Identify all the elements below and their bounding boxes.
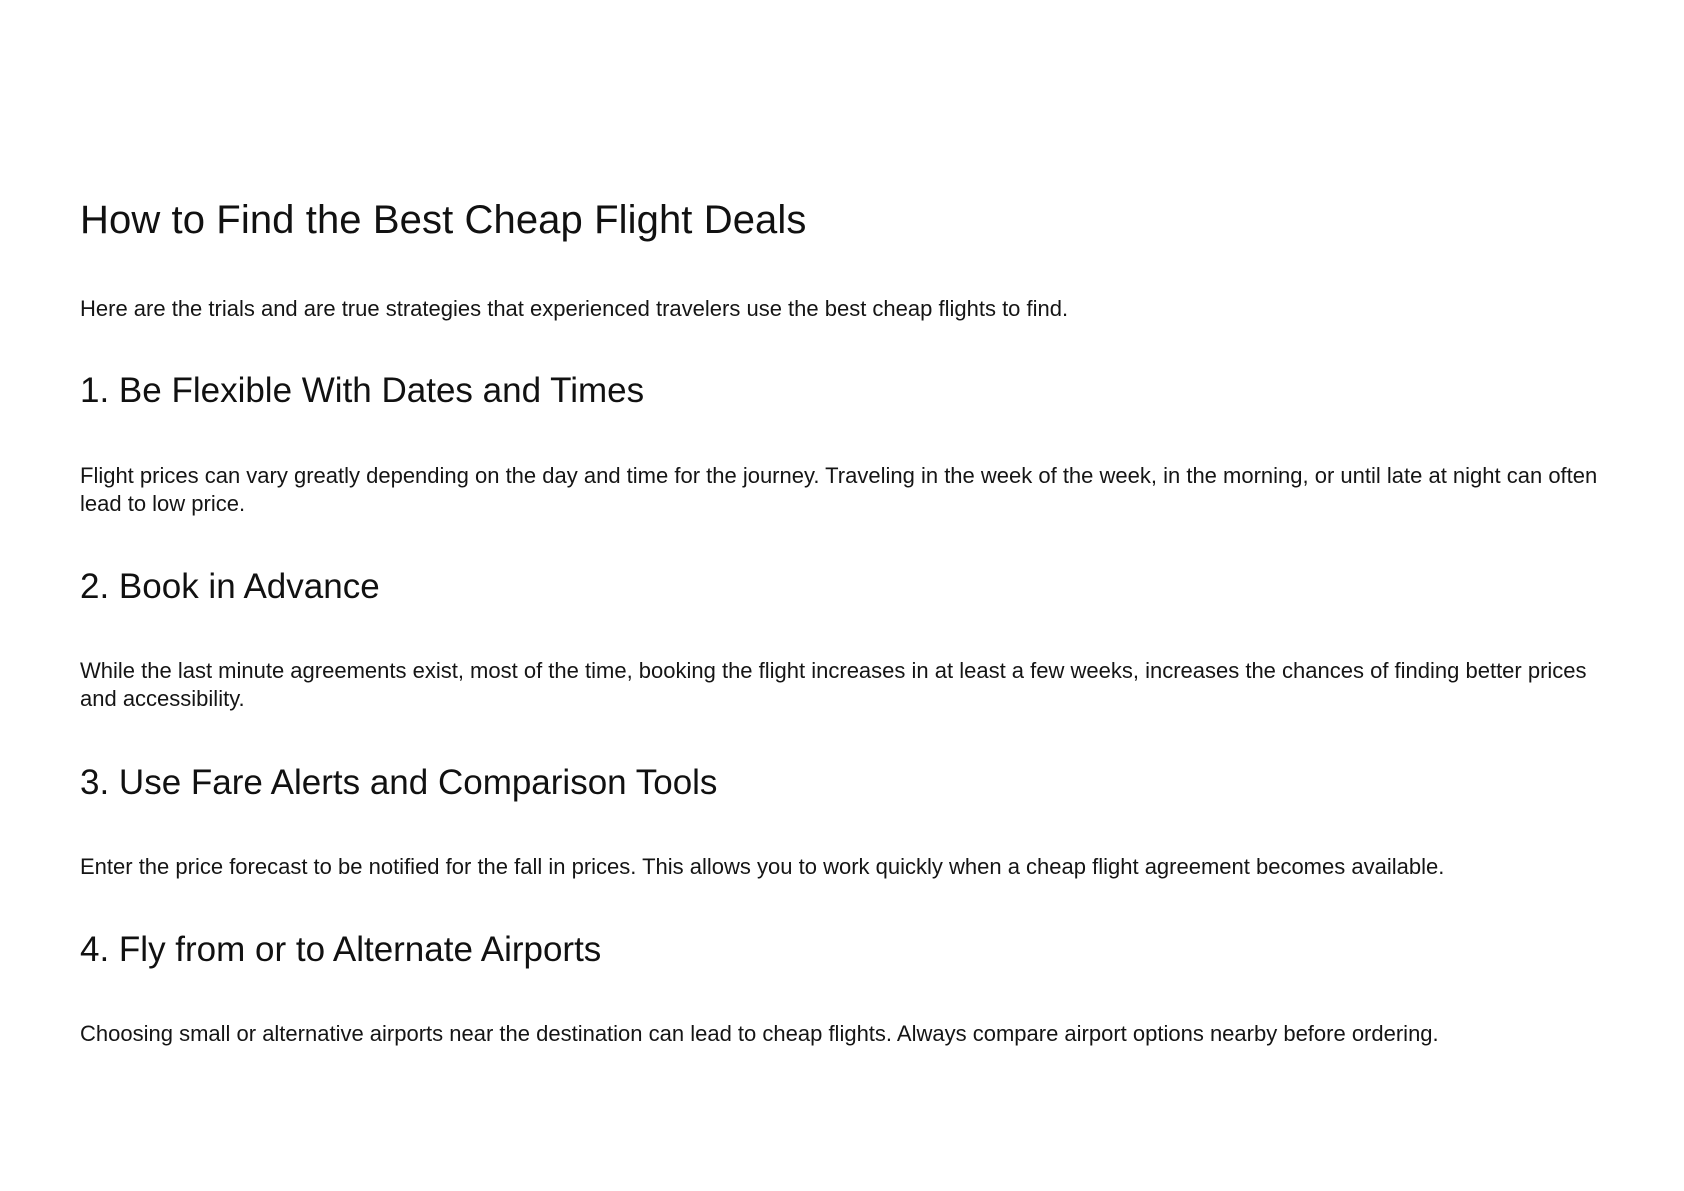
section-heading-book-in-advance: 2. Book in Advance — [80, 567, 380, 606]
section-body-book-in-advance: While the last minute agreements exist, most of the time, booking the flight increases in at least a few weeks, increases the chances of finding better prices and accessibility. — [80, 658, 1587, 711]
intro-paragraph: Here are the trials and are true strategies that experienced travelers use the best cheap flights to find. — [80, 296, 1069, 321]
section-heading-flexible-dates: 1. Be Flexible With Dates and Times — [80, 371, 645, 410]
section-body-flexible-dates: Flight prices can vary greatly depending on the day and time for the journey. Traveling in the week of the week, in the morning, or until late at night can often lead to low price. — [80, 463, 1598, 516]
section-body-fare-alerts: Enter the price forecast to be notified for the fall in prices. This allows you to work quickly when a cheap flight agreement becomes available. — [80, 854, 1445, 879]
section-body-alternate-airports: Choosing small or alternative airports near the destination can lead to cheap flights. Always compare airport options nearby before ordering. — [80, 1021, 1439, 1046]
section-heading-fare-alerts: 3. Use Fare Alerts and Comparison Tools — [80, 763, 718, 802]
page-title: How to Find the Best Cheap Flight Deals — [80, 198, 807, 242]
section-heading-alternate-airports: 4. Fly from or to Alternate Airports — [80, 930, 602, 969]
